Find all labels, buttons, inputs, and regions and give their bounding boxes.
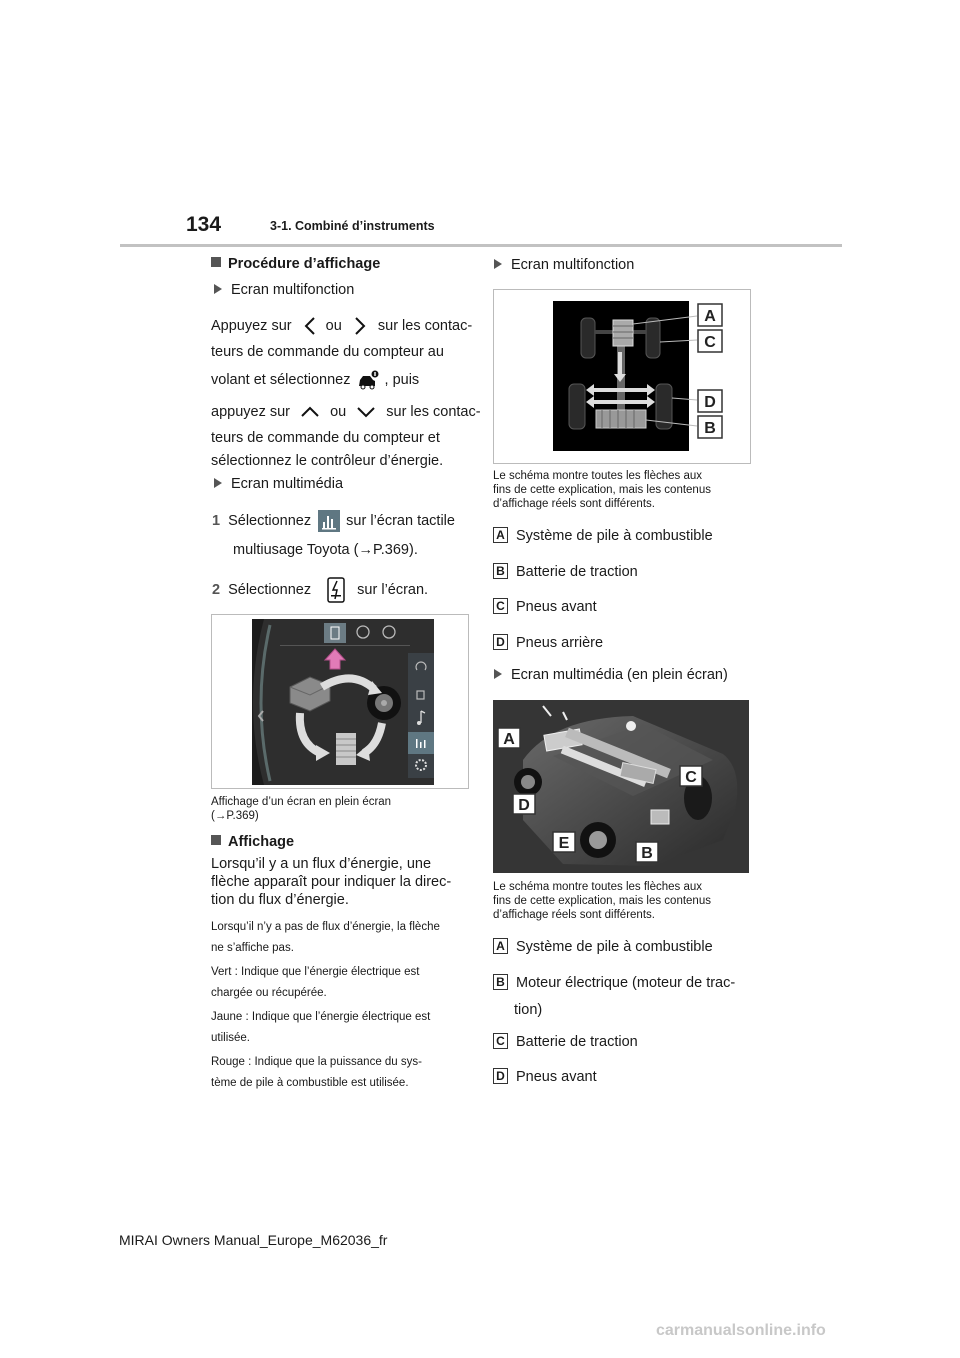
note1-line2: ne s’affiche pas. [211,942,294,954]
right-caption2-line3: d’affichage réels sont différents. [493,909,655,921]
right-caption2-line1: Le schéma montre toutes les flèches aux [493,881,703,893]
right-caption1-line2: fins de cette explication, mais les contenus [493,484,711,496]
chevron-up-icon [300,406,320,418]
para1-line4: appuyez sur ou sur les contac- [211,404,481,420]
page-number: 134 [186,213,222,236]
energy-monitor-icon [318,510,340,532]
step1-line2: multiusage Toyota (→P.369). [233,542,418,558]
vehicle-info-icon [357,370,379,390]
list1-item-b: B Batterie de traction [493,563,638,581]
caption-line2: (→P.369) [211,810,259,822]
subheading-multifunction: Ecran multifonction [214,281,354,299]
diagram1-label-b: B [704,420,716,437]
subheading-multimedia: Ecran multimédia [214,475,343,493]
section-title: 3-1. Combiné d’instruments [270,219,435,233]
triangle-bullet-icon [214,284,222,294]
list2-item-a: A Système de pile à combustible [493,938,713,956]
list2-item-b: B Moteur électrique (moteur de trac- [493,974,735,992]
multimedia-screen-image [211,614,469,789]
list1-item-a: A Système de pile à combustible [493,527,713,545]
chevron-right-icon [354,316,366,336]
diagram2-label-e: E [558,835,570,852]
step1-line1: 1 Sélectionnez sur l’écran tactile [212,510,455,532]
heading-procedure: Procédure d’affichage [211,256,380,272]
watermark: carmanualsonline.info [656,1322,826,1339]
list1-item-c: C Pneus avant [493,598,597,616]
para2-line2: flèche apparaît pour indiquer la direc- [211,874,452,890]
note4-line1: Rouge : Indique que la puissance du sys- [211,1056,422,1068]
right-caption1-line1: Le schéma montre toutes les flèches aux [493,470,703,482]
para1-line6: sélectionnez le contrôleur d’énergie. [211,453,444,469]
para1-line3: volant et sélectionnez , puis [211,370,419,390]
list2-item-d: D Pneus avant [493,1068,597,1086]
list2-item-c: C Batterie de traction [493,1033,638,1051]
diagram2-label-d: D [518,797,530,814]
right-subheading-multimedia: Ecran multimédia (en plein écran) [494,666,728,684]
right-subheading-multifunction: Ecran multifonction [494,256,634,274]
note2-line2: chargée ou récupérée. [211,987,327,999]
right-caption2-line2: fins de cette explication, mais les contenus [493,895,711,907]
note3-line2: utilisée. [211,1032,250,1044]
note4-line2: tème de pile à combustible est utilisée. [211,1077,409,1089]
para1-line5: teurs de commande du compteur et [211,430,440,446]
chevron-left-icon [304,316,316,336]
right-caption1-line3: d’affichage réels sont différents. [493,498,655,510]
para1-line1: Appuyez sur ou sur les contac- [211,316,472,336]
para2-line1: Lorsqu’il y a un flux d’énergie, une [211,856,432,872]
footer-manual-id: MIRAI Owners Manual_Europe_M62036_fr [119,1232,388,1248]
caption-line1: Affichage d’un écran en plein écran [211,796,392,808]
heading-display: Affichage [211,834,294,850]
multimedia-car-diagram-image [493,700,749,873]
triangle-bullet-icon [214,478,222,488]
diagram2-label-c: C [685,769,697,786]
para2-line3: tion du flux d’énergie. [211,892,349,908]
list1-item-d: D Pneus arrière [493,634,603,652]
triangle-bullet-icon [494,259,502,269]
chevron-down-icon [356,406,376,418]
square-bullet-icon [211,835,221,845]
step2-line: 2 Sélectionnez sur l’écran. [212,577,428,603]
energy-flow-icon [327,577,345,603]
note2-line1: Vert : Indique que l’énergie électrique est [211,966,420,978]
note1-line1: Lorsqu’il n’y a pas de flux d’énergie, la flèche [211,921,440,933]
diagram2-label-a: A [503,731,515,748]
triangle-bullet-icon [494,669,502,679]
diagram2-label-b: B [641,845,653,862]
diagram1-label-c: C [704,334,716,351]
diagram1-label-d: D [704,394,716,411]
square-bullet-icon [211,257,221,267]
diagram1-label-a: A [704,308,716,325]
para1-line2: teurs de commande du compteur au [211,344,444,360]
note3-line1: Jaune : Indique que l’énergie électrique est [211,1011,431,1023]
list2-item-b-cont: tion) [514,1002,543,1018]
header-rule [120,244,842,247]
multifunction-diagram-image [493,289,751,464]
